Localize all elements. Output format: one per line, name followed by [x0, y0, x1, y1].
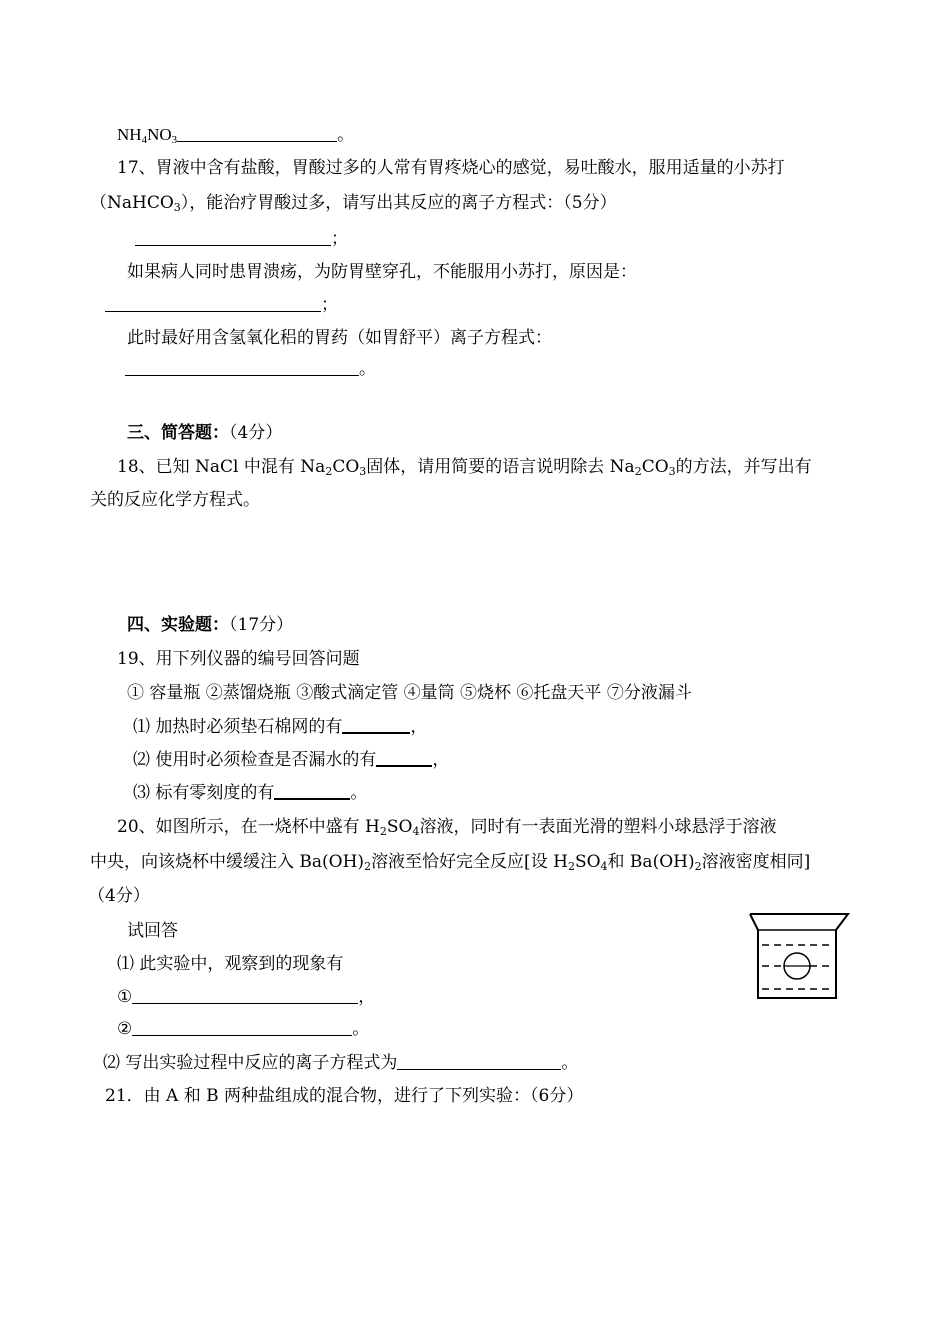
q20-prompt: 试回答: [127, 921, 178, 941]
q18-text: 的方法，并写出有: [675, 457, 812, 477]
section4-heading: [127, 614, 293, 636]
answer-blank[interactable]: [132, 1019, 352, 1036]
q20-sub2: [103, 1052, 578, 1074]
q20-score: （4分）: [88, 886, 150, 906]
formula-sub: 2: [634, 465, 642, 478]
q18-text: 18、已知 NaCl 中混有 Na: [117, 457, 326, 477]
answer-blank[interactable]: [274, 782, 350, 800]
q18-text-line2: 关的反应化学方程式。: [90, 490, 260, 510]
q19-sub2: [133, 749, 449, 771]
section-score: （17分）: [229, 615, 294, 635]
q17-answer-line1: [135, 228, 348, 250]
q20-sub1: ⑴ 此实验中，观察到的现象有: [117, 954, 344, 974]
q20-text: 溶液，同时有一表面光滑的塑料小球悬浮于溶液: [419, 817, 777, 837]
q20-answer-2: [117, 1018, 369, 1040]
section3-heading: [127, 422, 282, 444]
answer-blank[interactable]: [132, 987, 358, 1004]
q19-sub3: [133, 782, 367, 804]
q18-text-line1: [117, 456, 812, 483]
q16-answer-line: [117, 124, 354, 151]
q19-text-line1: 19、用下列仪器的编号回答问题: [117, 649, 360, 669]
punct: 。: [561, 1053, 579, 1073]
q19-sub-text: ⑴ 加热时必须垫石棉网的有: [133, 717, 343, 737]
formula-sub: 2: [694, 860, 702, 873]
formula-sub: 4: [141, 134, 148, 146]
section-score: （4分）: [229, 423, 283, 443]
circled-number: ①: [117, 987, 133, 1007]
q17-text-line3: 如果病人同时患胃溃疡，为防胃壁穿孔，不能服用小苏打，原因是：: [127, 262, 637, 282]
answer-blank[interactable]: [125, 359, 359, 376]
q20-text: SO: [386, 817, 413, 837]
q19-sub-text: ⑶ 标有零刻度的有: [133, 783, 275, 803]
formula-sub: 2: [364, 860, 372, 873]
formula-part: NO: [147, 125, 172, 144]
formula-sub: 3: [171, 134, 178, 146]
formula-sub: 2: [379, 825, 387, 838]
q20-text: SO: [574, 852, 601, 872]
q20-text: 20、如图所示，在一烧杯中盛有 H: [117, 817, 380, 837]
q20-text: 中央，向该烧杯中缓缓注入 Ba(OH): [90, 852, 365, 872]
answer-blank[interactable]: [342, 716, 410, 734]
q20-sub-text: ⑵ 写出实验过程中反应的离子方程式为: [103, 1053, 398, 1073]
q20-text: 溶液至恰好完全反应[设 H: [371, 852, 568, 872]
q20-text-line1: [117, 816, 776, 843]
q17-text: ），能治疗胃酸过多，请写出其反应的离子方程式：（5分）: [180, 193, 617, 213]
q17-formula: （NaHCO: [90, 193, 174, 213]
beaker-figure: [748, 912, 850, 1004]
punct: ；: [331, 229, 348, 249]
answer-blank[interactable]: [177, 125, 337, 142]
formula-sub: 3: [359, 465, 367, 478]
formula-sub: 4: [412, 825, 420, 838]
q18-text: CO: [332, 457, 360, 477]
answer-blank[interactable]: [397, 1053, 561, 1070]
q19-instrument-list: ① 容量瓶 ②蒸馏烧瓶 ③酸式滴定管 ④量筒 ⑤烧杯 ⑥托盘天平 ⑦分液漏斗: [127, 683, 692, 703]
punct: 。: [350, 783, 368, 803]
answer-blank[interactable]: [135, 229, 331, 246]
punct: ，: [432, 750, 450, 770]
punct: ，: [358, 987, 376, 1007]
q17-text-line2: [90, 192, 617, 219]
formula-sub: 2: [567, 860, 575, 873]
q18-text: 固体，请用简要的语言说明除去 Na: [366, 457, 635, 477]
formula-sub: 3: [668, 465, 676, 478]
formula-sub: 3: [173, 201, 181, 214]
formula-sub: 2: [325, 465, 333, 478]
punct: 。: [337, 125, 355, 144]
q21-text-line1: 21．由 A 和 B 两种盐组成的混合物，进行了下列实验：（6分）: [105, 1086, 584, 1106]
q17-answer-line3: [125, 358, 376, 380]
formula-sub: 4: [600, 860, 608, 873]
punct: ；: [321, 295, 338, 315]
answer-blank[interactable]: [105, 295, 321, 312]
q17-text-line4: 此时最好用含氢氧化稆的胃药（如胃舒平）离子方程式：: [127, 328, 552, 348]
formula-part: NH: [117, 125, 142, 144]
punct: 。: [352, 1019, 370, 1039]
q18-text: CO: [641, 457, 669, 477]
section-title: 四、实验题：: [127, 615, 229, 635]
q20-text: 和 Ba(OH): [607, 852, 695, 872]
q17-text-line1: 17、胃液中含有盐酸，胃酸过多的人常有胃疼烧心的感觉，易吐酸水，服用适量的小苏打: [117, 158, 785, 178]
punct: 。: [359, 359, 376, 379]
punct: ，: [410, 717, 428, 737]
q19-sub-text: ⑵ 使用时必须检查是否漏水的有: [133, 750, 377, 770]
answer-blank[interactable]: [376, 749, 432, 767]
q20-text: 溶液密度相同]: [701, 852, 811, 872]
q20-text-line2: [90, 851, 810, 878]
q20-answer-1: [117, 986, 375, 1008]
q19-sub1: [133, 716, 427, 738]
circled-number: ②: [117, 1019, 133, 1039]
section-title: 三、简答题：: [127, 423, 229, 443]
q17-answer-line2: [105, 294, 338, 316]
